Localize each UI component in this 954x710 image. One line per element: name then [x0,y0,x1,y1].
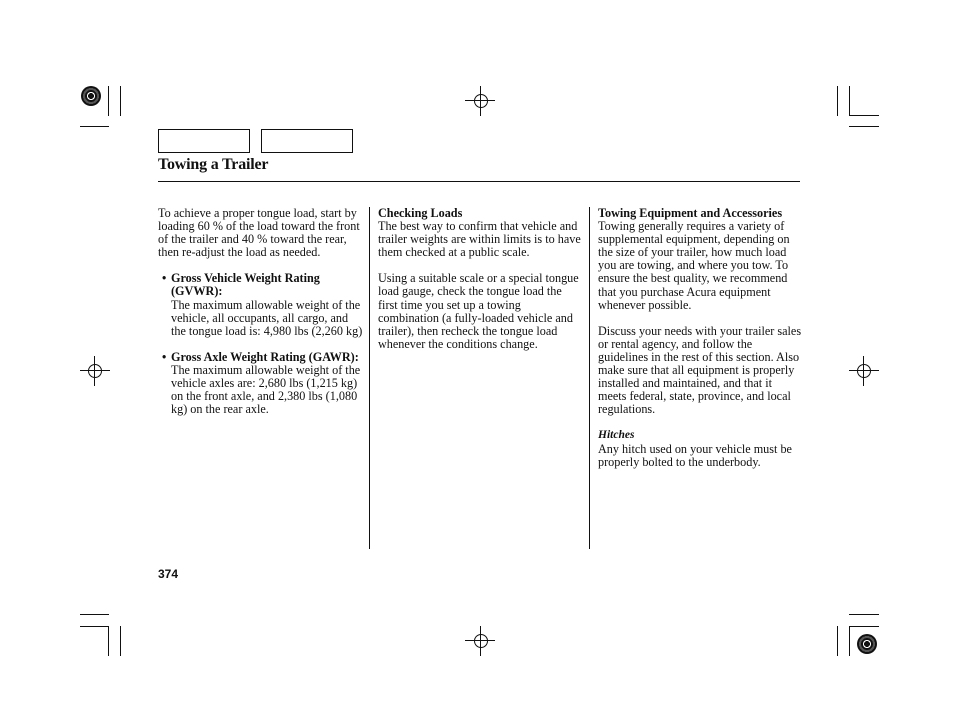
intro-paragraph: To achieve a proper tongue load, start by loading 60 % of the load toward the front of the trailer and 40 % toward the rear, then re-adjust the load as needed. [158,206,360,260]
towing-equipment-paragraph-2: Discuss your needs with your trailer sales or rental agency, and follow the guidelines in the rest of this section. Also make sure that all equipment is properly installed and maintained, and that it meets federal, state, province, and local regulations. [598,323,802,417]
crosshair-icon [857,364,871,378]
column-divider [589,207,590,549]
bullet-icon: • [162,271,167,286]
list-item [158,351,364,416]
gvwr-text: The maximum allowable weight of the vehicle, all occupants, all cargo, and the tongue load is: 4,980 lbs (2,260 kg) [171,297,363,338]
title-rule [158,181,800,182]
header-tab-box-1 [158,129,250,153]
hitches-paragraph: Any hitch used on your vehicle must be properly bolted to the underbody. [598,441,792,469]
registration-target-icon [81,86,101,106]
gawr-text: The maximum allowable weight of the vehicle axles are: 2,680 lbs (1,215 kg) on the front axle, and 2,380 lbs (1,080 kg) on the rear axle. [171,362,361,417]
towing-equipment-heading: Towing Equipment and Accessories [598,206,783,220]
crosshair-icon [474,634,488,648]
header-tab-box-2 [261,129,353,153]
checking-loads-paragraph-1: The best way to confirm that vehicle and trailer weights are within limits is to have them checked at a public scale. [378,219,581,260]
checking-loads-paragraph-2: Using a suitable scale or a special tongue load gauge, check the tongue load the first time you set up a towing combination (a fully-loaded vehicle and trailer), then recheck the tongue load whenever the conditions change. [378,271,579,351]
column-left [158,207,364,416]
bullet-icon: • [162,349,167,364]
page-title: Towing a Trailer [158,156,269,173]
column-middle [378,207,582,351]
registration-target-icon [857,634,877,654]
gawr-heading: Gross Axle Weight Rating (GAWR): [171,349,359,364]
column-divider [369,207,370,549]
column-right [598,207,802,469]
page-number: 374 [158,567,179,581]
crosshair-icon [88,364,102,378]
checking-loads-heading: Checking Loads [378,206,463,220]
hitches-subheading: Hitches [598,429,635,442]
crosshair-icon [474,94,488,108]
list-item [158,272,364,337]
towing-equipment-paragraph-1: Towing generally requires a variety of supplemental equipment, depending on the size of your trailer, how much load you are towing, and where you tow. To ensure the best quality, we recommend that you purchase Acura equipment whenever possible. [598,219,790,312]
gvwr-heading: Gross Vehicle Weight Rating (GVWR): [171,271,320,299]
